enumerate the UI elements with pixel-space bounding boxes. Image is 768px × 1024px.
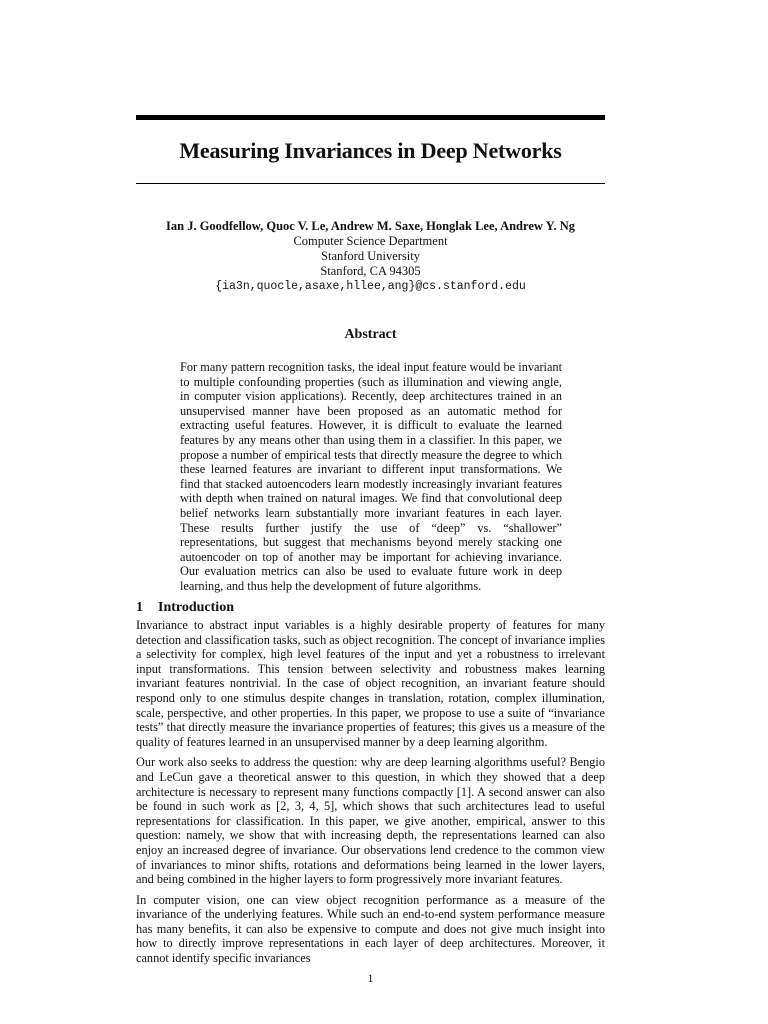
paragraph: In computer vision, one can view object recognition performance as a measure of the invariance of the underlying features. While such an end-to-end system performance measure has many benefits, it can also be expensive to compute and does not give much insight into how to directly improve representations in each layer of deep architectures. Moreover, it cannot identify specific invariances xyxy=(136,892,605,966)
paragraph: Invariance to abstract input variables is a highly desirable property of features for many detection and classification tasks, such as object recognition. The concept of invariance implies a selectivity for complex, high level features of the input and yet a robustness to irrelevant input transformations. This tension between selectivity and robustness makes learning invariant features nontrivial. In the case of object recognition, an invariant feature should respond only to one stimulus despite changes in translation, rotation, complex illumination, scale, perspective, and other properties. In this paper, we propose to use a suite of “invariance tests” that directly measure the invariance properties of features; this gives us a measure of the quality of features learned in an unsupervised manner by a deep learning algorithm. xyxy=(136,618,605,749)
title-bottom-rule xyxy=(136,183,605,184)
title-top-rule xyxy=(136,115,605,120)
abstract-text: For many pattern recognition tasks, the ideal input feature would be invariant to multiple confounding properties (such as illumination and viewing angle, in computer vision applications). Recently, deep architectures trained in an unsupervised manner have been proposed as an automatic method for extracting useful features. However, it is difficult to evaluate the learned features by any means other than using them in a classifier. In this paper, we propose a number of empirical tests that directly measure the degree to which these learned features are invariant to different input transformations. We find that stacked autoencoders learn modestly increasingly invariant features with depth when trained on natural images. We find that convolutional deep belief networks learn substantially more invariant features in each layer. These results further justify the use of “deep” vs. “shallower” representations, but suggest that mechanisms beyond merely stacking one autoencoder on top of another may be important for achieving invariance. Our evaluation metrics can also be used to evaluate future work in deep learning, and thus help the development of future algorithms. xyxy=(180,360,562,593)
paragraph: Our work also seeks to address the question: why are deep learning algorithms useful? Bengio and LeCun gave a theoretical answer to this question, in which they showed that a deep architecture is necessary to represent many functions compactly [1]. A second answer can also be found in such work as [2, 3, 4, 5], which shows that such architectures lead to useful representations for classification. In this paper, we give another, empirical, answer to this question: namely, we show that with increasing depth, the representations learned can also enjoy an increased degree of invariance. Our observations lend credence to the common view of invariances to minor shifts, rotations and deformations being learned in the lower layers, and being combined in the higher layers to form progressively more invariant features. xyxy=(136,755,605,887)
address: Stanford, CA 94305 xyxy=(320,264,421,278)
author-block xyxy=(136,219,605,294)
page-number: 1 xyxy=(367,971,374,985)
author-emails: {ia3n,quocle,asaxe,hllee,ang}@cs.stanford.edu xyxy=(215,280,526,293)
abstract-heading: Abstract xyxy=(344,327,397,342)
section-title: Introduction xyxy=(158,600,234,615)
section-number: 1 xyxy=(136,600,143,615)
author-names: Ian J. Goodfellow, Quoc V. Le, Andrew M. Saxe, Honglak Lee, Andrew Y. Ng xyxy=(166,219,575,233)
university: Stanford University xyxy=(321,249,420,263)
section-body xyxy=(136,618,605,972)
paper-title: Measuring Invariances in Deep Networks xyxy=(179,138,562,163)
department: Computer Science Department xyxy=(293,234,448,248)
section-heading xyxy=(136,600,234,616)
